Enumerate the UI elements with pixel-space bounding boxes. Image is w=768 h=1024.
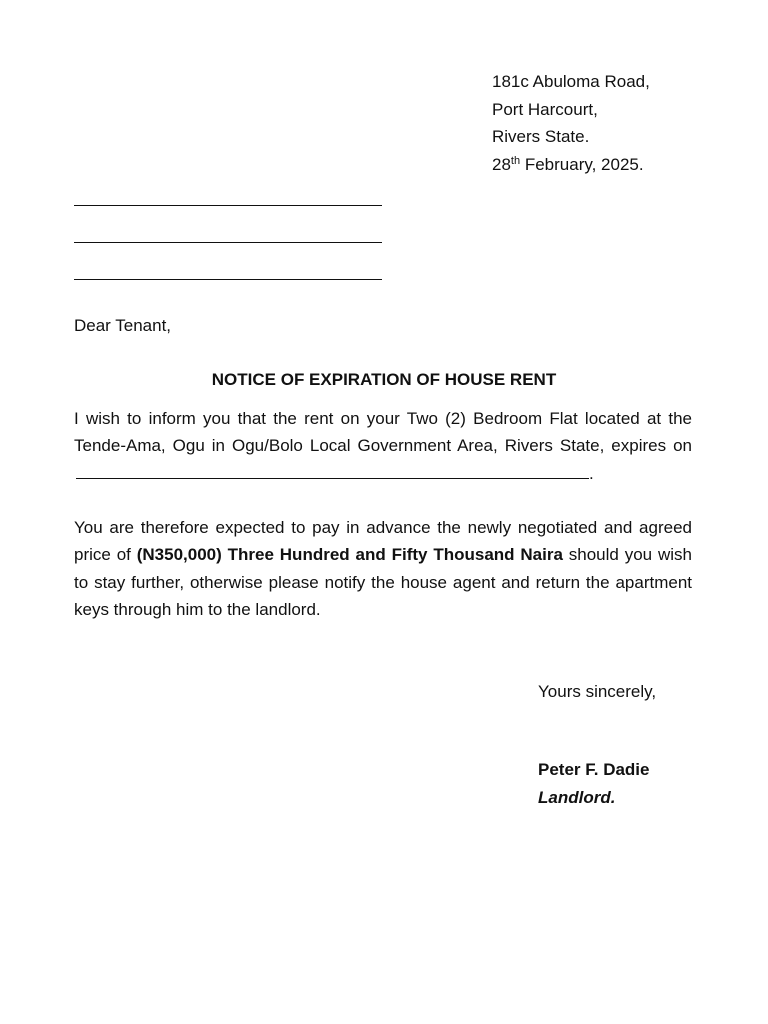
signatory-name: Peter F. Dadie <box>538 760 650 779</box>
closing: Yours sincerely, <box>538 682 657 701</box>
paragraph-payment <box>74 514 692 624</box>
letter-date <box>492 151 650 179</box>
date-suffix: th <box>510 154 521 167</box>
expiry-date-blank <box>76 461 589 479</box>
paragraph-payment-before: You are therefore expected to pay in advance the newly negotiated and agreed price of <box>74 518 692 565</box>
recipient-blank-line-2 <box>74 241 382 243</box>
sender-address <box>492 68 650 178</box>
salutation: Dear Tenant, <box>74 316 172 335</box>
date-day: 28 <box>492 154 511 174</box>
address-line-2: Port Harcourt, <box>492 99 598 119</box>
paragraph-rent-expiry-end: . <box>589 463 594 483</box>
paragraph-rent-expiry <box>74 405 692 487</box>
date-rest: February, 2025. <box>520 154 644 174</box>
address-line-1: 181c Abuloma Road, <box>492 72 650 91</box>
recipient-blank-line-3 <box>74 278 382 280</box>
rent-amount: (N350,000) Three Hundred and Fifty Thousand Naira <box>136 545 563 565</box>
recipient-blank-line-1 <box>74 204 382 206</box>
recipient-address-blanks <box>74 204 384 315</box>
address-line-3: Rivers State. <box>492 127 590 146</box>
paragraph-rent-expiry-text: I wish to inform you that the rent on your Two (2) Bedroom Flat located at the Tende-Ama, Ogu in Ogu/Bolo Local Government Area, Rivers State, expires on <box>74 409 692 456</box>
signatory-title: Landlord. <box>538 787 616 807</box>
paragraph-payment-after: should you wish to stay further, otherwise please notify the house agent and return the apartment keys through him to the landlord. <box>74 545 692 620</box>
signatory-block <box>538 756 650 811</box>
subject-heading: NOTICE OF EXPIRATION OF HOUSE RENT <box>211 370 557 389</box>
